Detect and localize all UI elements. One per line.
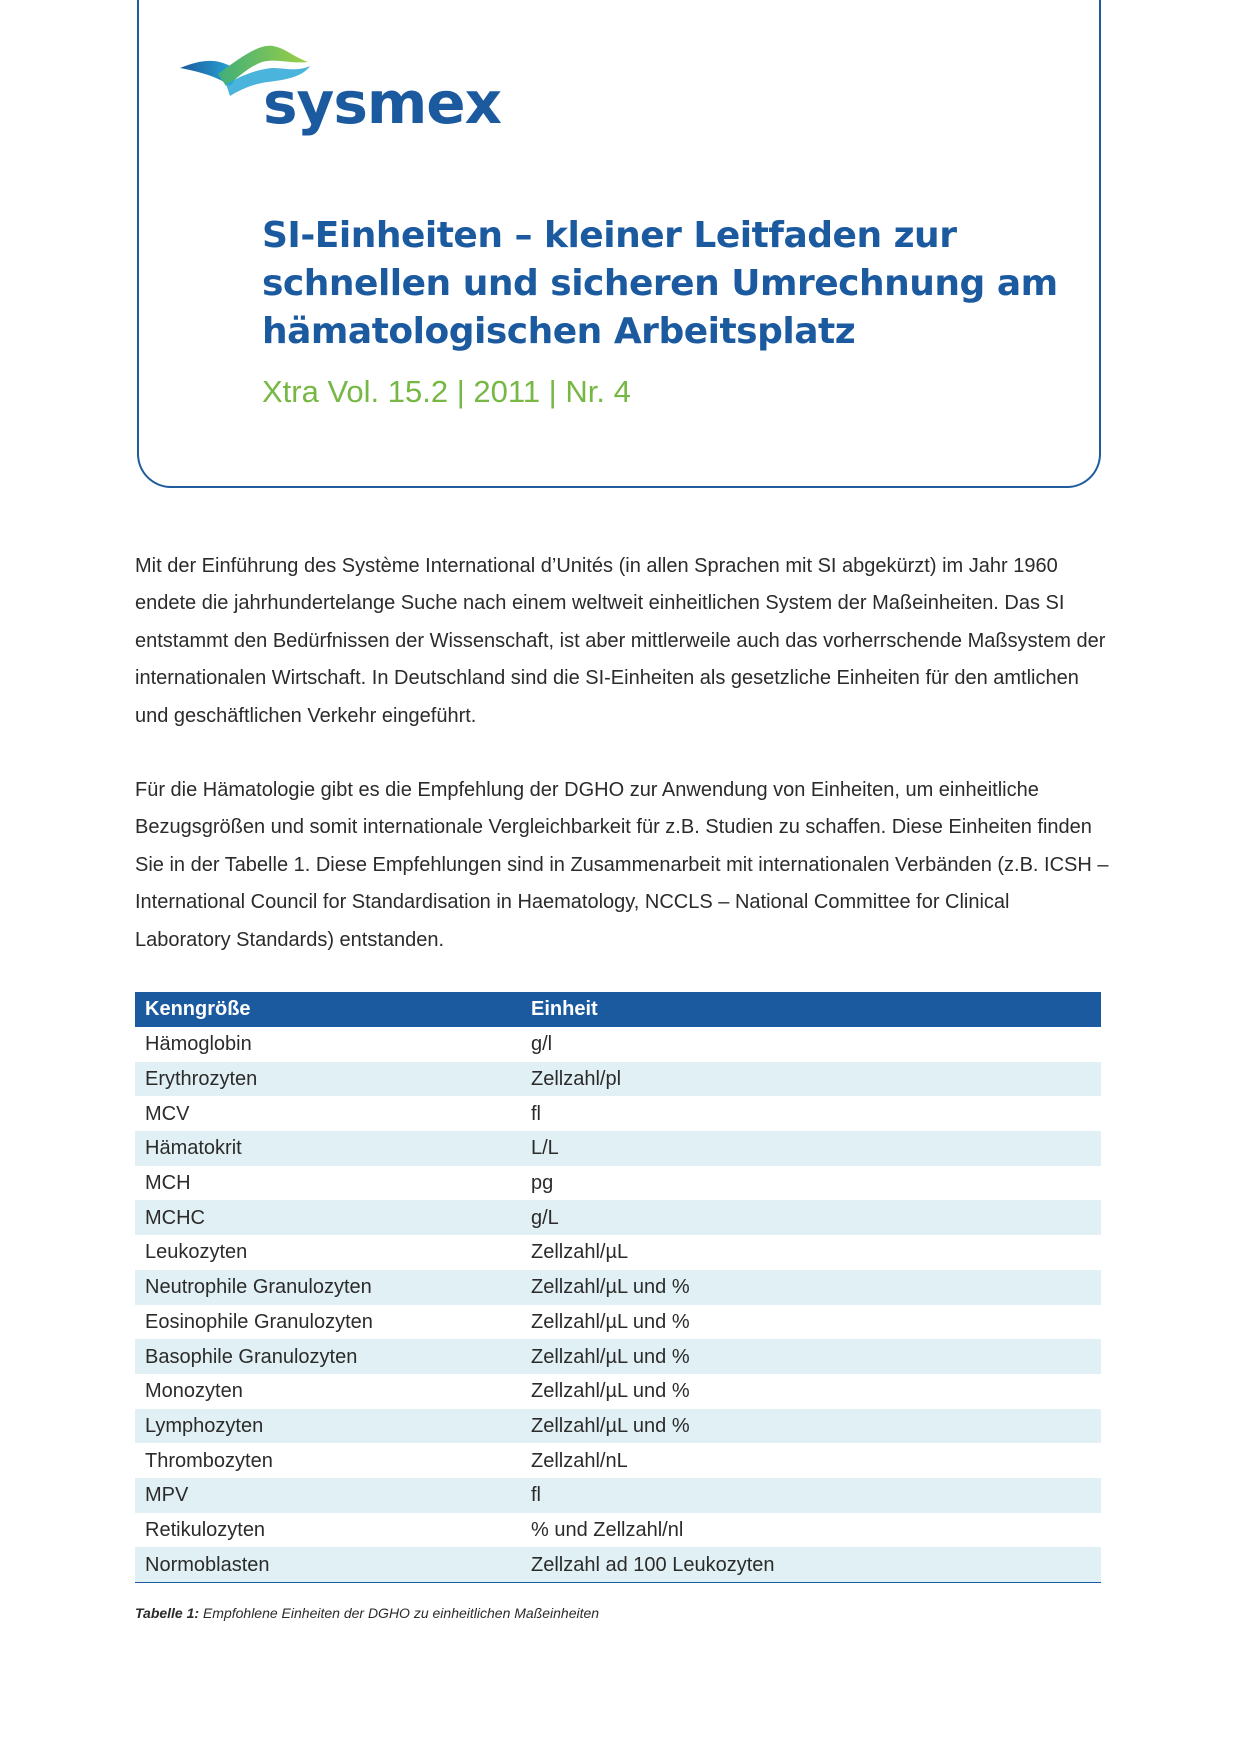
table-header-row xyxy=(135,992,1101,1027)
parameter-cell: Retikulozyten xyxy=(145,1518,266,1541)
units-table xyxy=(135,992,1101,1583)
table-row xyxy=(135,1062,1101,1097)
parameter-cell: Hämoglobin xyxy=(145,1033,252,1056)
table-row xyxy=(135,1478,1101,1513)
intro-paragraph: Mit der Einführung des Système International d’Unités (in allen Sprachen mit SI abgekürzt) im Jahr 1960 endete die jahrhundertelange Suche nach einem weltweit einheitlichen System der Maßeinheiten. Das SI entstammt den Bedürfnissen der Wissenschaft, ist aber mittlerweile auch das vorherrschende Maßsystem der internationalen Wirtschaft. In Deutschland sind die SI-Einheiten als gesetzliche Einheiten für den amtlichen und geschäftlichen Verkehr eingeführt. xyxy=(135,555,1106,727)
unit-cell: Zellzahl ad 100 Leukozyten xyxy=(521,1547,1101,1582)
issue-info: Xtra Vol. 15.2 | 2011 | Nr. 4 xyxy=(262,374,631,409)
unit-cell: g/l xyxy=(531,1033,553,1056)
table-row xyxy=(135,1200,1101,1235)
unit-cell: fl xyxy=(531,1102,541,1125)
table-row xyxy=(135,1131,1101,1166)
parameter-cell: Lymphozyten xyxy=(135,1409,521,1444)
unit-cell: fl xyxy=(521,1478,1101,1513)
page-title: SI-Einheiten – kleiner Leitfaden zur schnellen und sicheren Umrechnung am hämatologischen Arbeitsplatz xyxy=(262,215,1058,352)
parameter-cell: Hämatokrit xyxy=(135,1131,521,1166)
table-row xyxy=(135,1270,1101,1305)
table-row xyxy=(135,1443,1101,1478)
parameter-cell: Eosinophile Granulozyten xyxy=(145,1310,373,1333)
brand-wordmark: sysmex xyxy=(263,69,502,137)
parameter-cell: MCH xyxy=(145,1172,191,1195)
table-row xyxy=(135,1409,1101,1444)
caption-text: Empfohlene Einheiten der DGHO zu einheitlichen Maßeinheiten xyxy=(199,1605,600,1621)
table-row xyxy=(135,1305,1101,1340)
unit-cell: Zellzahl/µL xyxy=(531,1241,629,1264)
table-row xyxy=(135,1374,1101,1409)
unit-cell: pg xyxy=(531,1172,554,1195)
table-row xyxy=(135,1235,1101,1270)
parameter-cell: Neutrophile Granulozyten xyxy=(135,1270,521,1305)
parameter-cell: Erythrozyten xyxy=(135,1062,521,1097)
table-row xyxy=(135,1166,1101,1201)
column-header-unit: Einheit xyxy=(521,992,1101,1027)
unit-cell: % und Zellzahl/nl xyxy=(531,1518,684,1541)
unit-cell: Zellzahl/pl xyxy=(521,1062,1101,1097)
unit-cell: L/L xyxy=(521,1131,1101,1166)
column-header-parameter: Kenngröße xyxy=(135,992,521,1027)
sysmex-logo xyxy=(180,44,500,144)
unit-cell: Zellzahl/µL und % xyxy=(521,1270,1101,1305)
parameter-cell: Basophile Granulozyten xyxy=(135,1339,521,1374)
unit-cell: g/L xyxy=(521,1200,1101,1235)
parameter-cell: MCV xyxy=(145,1102,190,1125)
parameter-cell: Thrombozyten xyxy=(145,1449,273,1472)
unit-cell: Zellzahl/µL und % xyxy=(521,1339,1101,1374)
table-row xyxy=(135,1027,1101,1062)
table-row xyxy=(135,1096,1101,1131)
unit-cell: Zellzahl/µL und % xyxy=(521,1409,1101,1444)
unit-cell: Zellzahl/µL und % xyxy=(531,1310,690,1333)
parameter-cell: Normoblasten xyxy=(135,1547,521,1582)
table-row xyxy=(135,1339,1101,1374)
table-row xyxy=(135,1513,1101,1548)
parameter-cell: MPV xyxy=(135,1478,521,1513)
unit-cell: Zellzahl/nL xyxy=(531,1449,628,1472)
recommendation-paragraph: Für die Hämatologie gibt es die Empfehlung der DGHO zur Anwendung von Einheiten, um einheitliche Bezugsgrößen und somit internationale Vergleichbarkeit für z.B. Studien zu schaffen. Diese Einheiten finden Sie in der Tabelle 1. Diese Empfehlungen sind in Zusammenarbeit mit internationalen Verbänden (z.B. ICSH – International Council for Standardisation in Haematology, NCCLS – National Committee for Clinical Laboratory Standards) entstanden. xyxy=(135,779,1109,951)
table-row xyxy=(135,1547,1101,1582)
table-caption xyxy=(135,1605,599,1621)
parameter-cell: Monozyten xyxy=(145,1380,243,1403)
unit-cell: Zellzahl/µL und % xyxy=(531,1380,690,1403)
caption-label: Tabelle 1: xyxy=(135,1605,200,1621)
parameter-cell: Leukozyten xyxy=(145,1241,248,1264)
parameter-cell: MCHC xyxy=(135,1200,521,1235)
